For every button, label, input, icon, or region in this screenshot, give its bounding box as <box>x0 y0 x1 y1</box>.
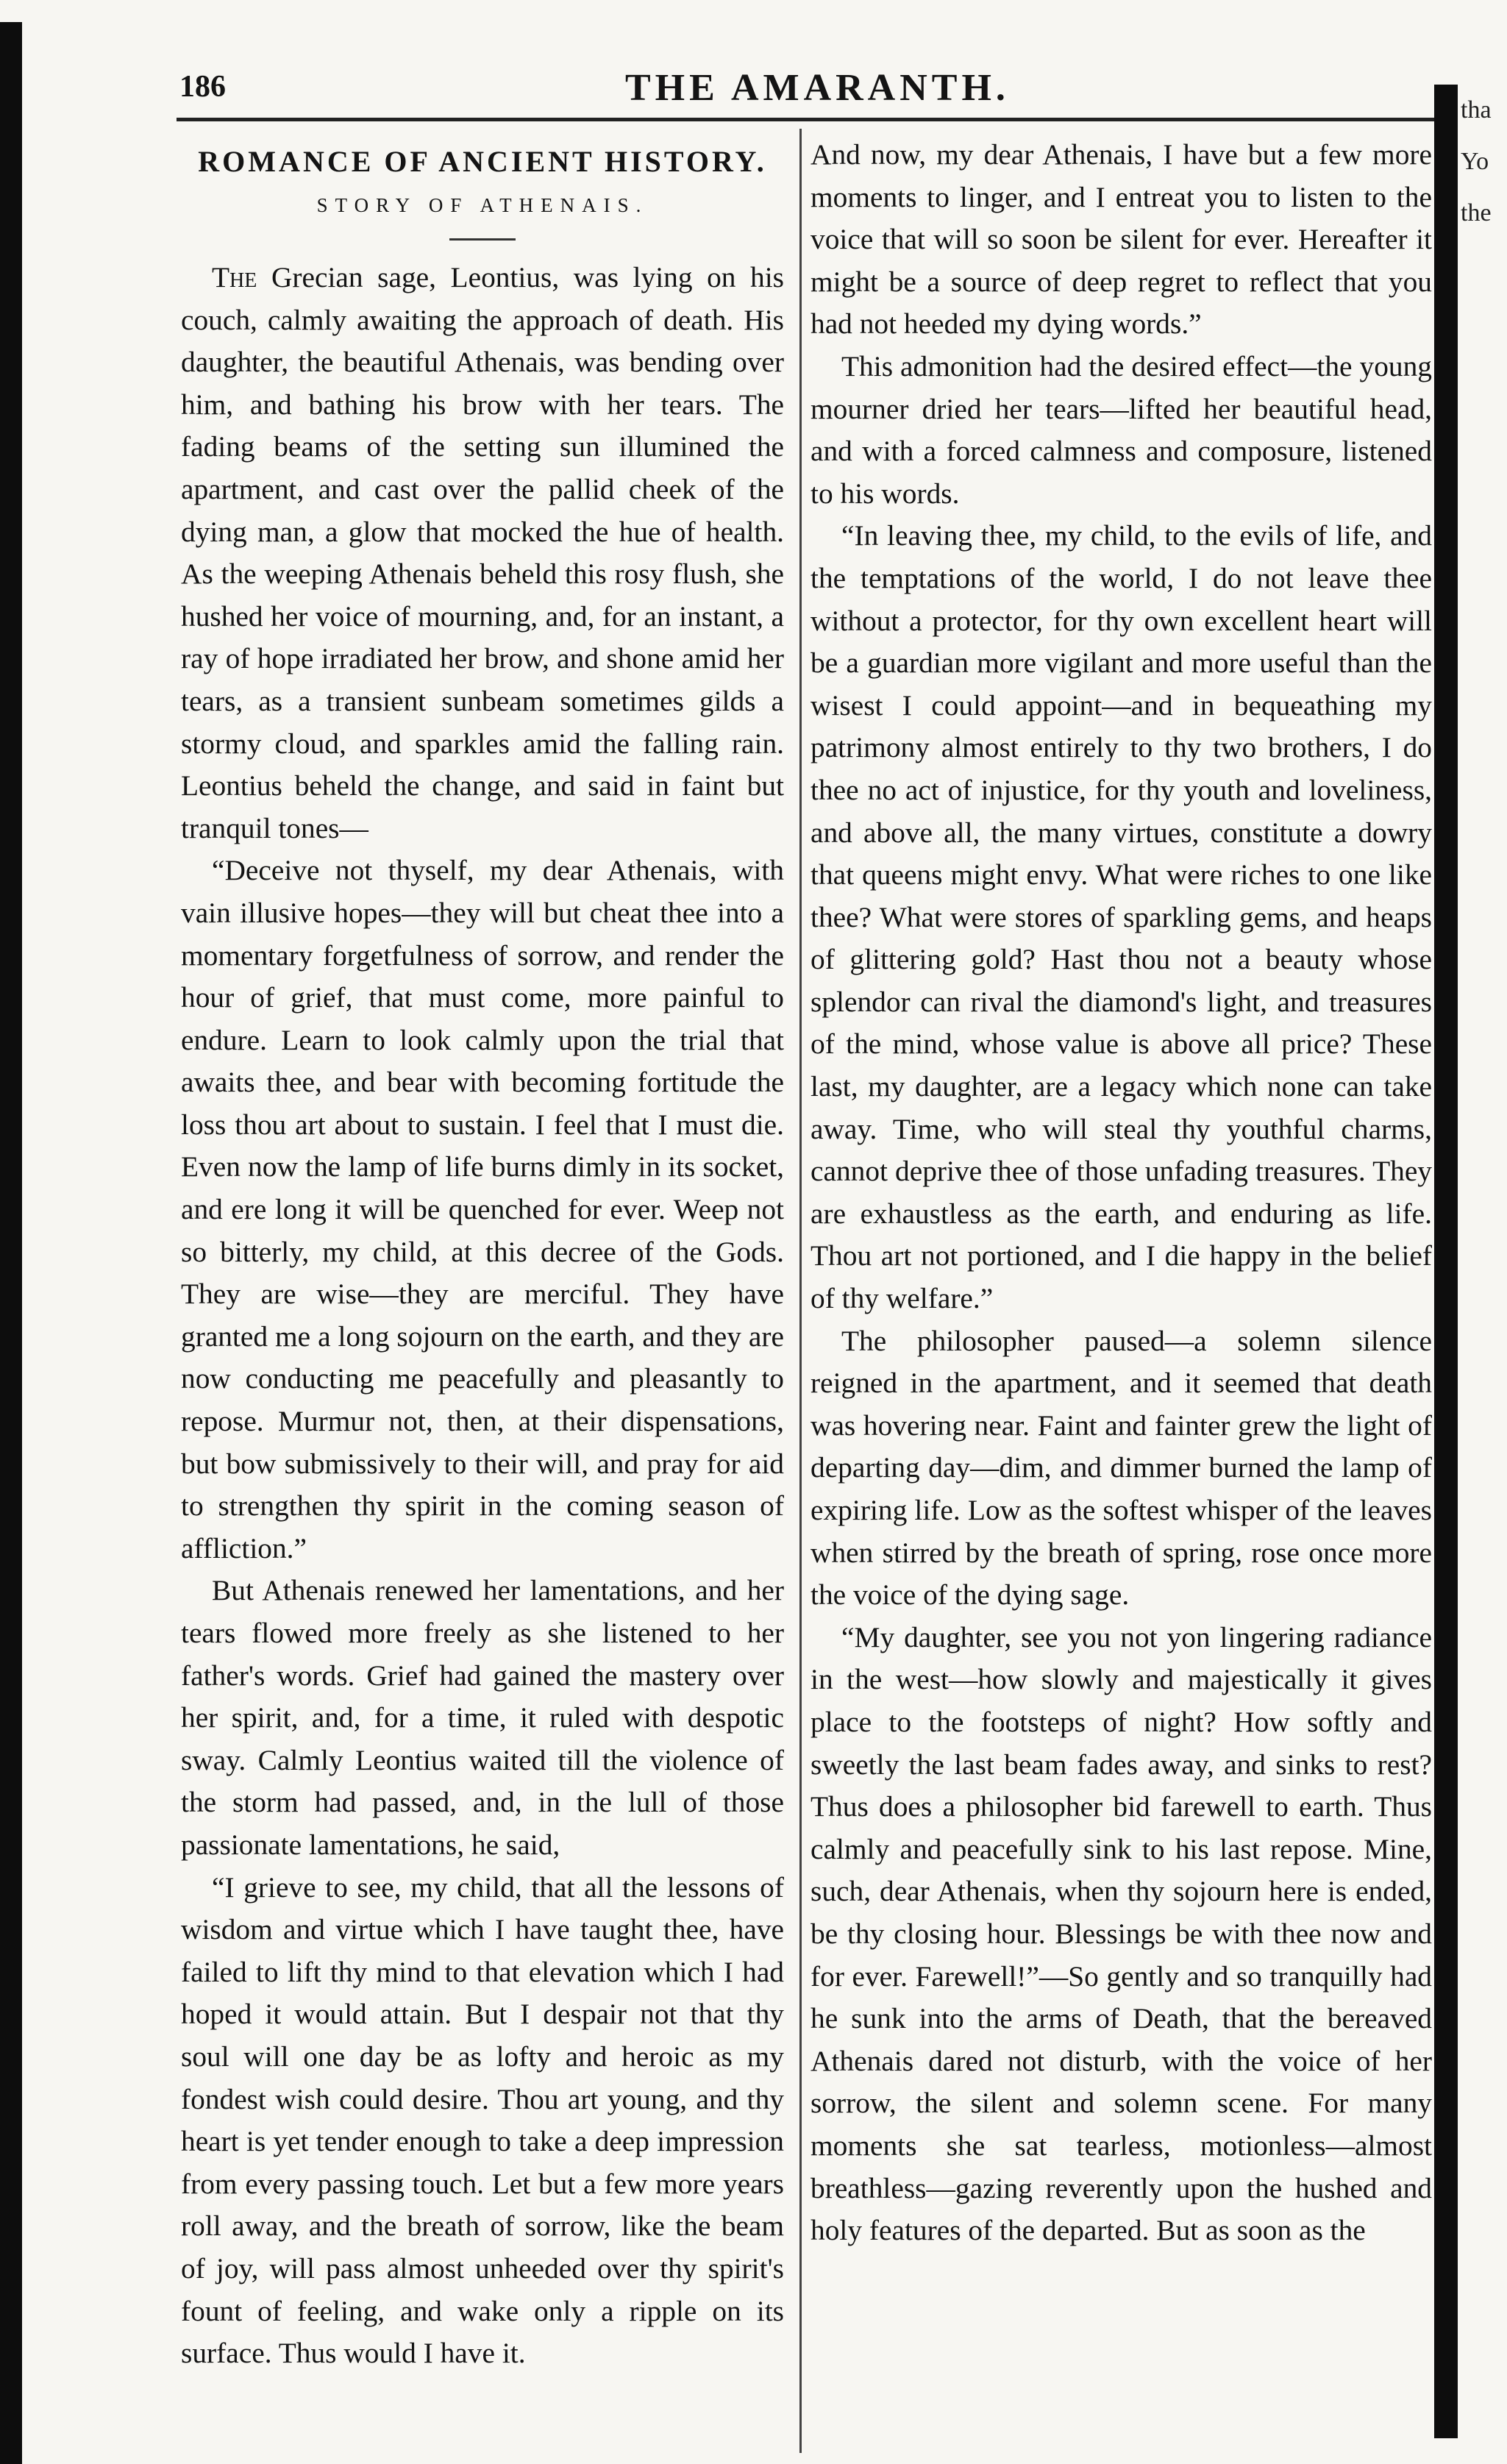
paragraph: “My daughter, see you not yon lingering radiance in the west—how slowly and majestically it gives place to the footsteps of night? How softly and sweetly the last beam fades away, and sinks to rest? Thus does a philosopher bid farewell to earth. Thus calmly and peacefully sink to his last repose. Mine, such, dear Athenais, when thy sojourn here is ended, be thy closing hour. Blessings be with thee now and for ever. Farewell!”—So gently and so tranquilly had he sunk into the arms of Death, that the bereaved Athenais dared not disturb, with the voice of her sorrow, the silent and solemn scene. For many moments she sat tearless, motionless—almost breathless—gazing reverently upon the hushed and holy features of the departed. But as soon as the <box>810 1620 1432 2247</box>
right-column <box>810 134 1432 2454</box>
adjacent-page-edge <box>1458 85 1507 2438</box>
left-column <box>181 134 784 2454</box>
paragraph-text: Grecian sage, Leontius, was lying on his couch, calmly awaiting the approach of death. His daughter, the beautiful Athenais, was bending over him, and bathing his brow with her tears. The fading beams of the setting sun illumined the apartment, and cast over the pallid cheek of the dying man, a glow that mocked the hue of health. As the weeping Athenais beheld this rosy flush, she hushed her voice of mourning, and, for an instant, a ray of hope irradiated her brow, and shone amid her tears, as a transient sunbeam sometimes gilds a stormy cloud, and sparkles amid the falling rain. Leontius beheld the change, and said in faint but tranquil tones— <box>181 261 784 844</box>
edge-fragment: Yo <box>1461 148 1489 175</box>
title-rule <box>449 238 516 241</box>
binding-edge-shadow <box>0 22 22 2464</box>
paragraph: And now, my dear Athenais, I have but a few more moments to linger, and I entreat you to listen to the voice that will so soon be silent for ever. Hereafter it might be a source of deep regret to reflect that you had not heeded my dying words.” <box>810 138 1432 341</box>
article-title: ROMANCE OF ANCIENT HISTORY. <box>198 145 767 178</box>
running-head: THE AMARANTH. <box>625 67 1010 109</box>
paragraph: But Athenais renewed her lamentations, and her tears flowed more freely as she listened to her father's words. Grief had gained the mastery over her spirit, and, for a time, it ruled with despotic sway. Calmly Leontius waited till the violence of the storm had passed, and, in the lull of those passionate lamentations, he said, <box>181 1574 784 1861</box>
paragraph: “In leaving thee, my child, to the evils of life, and the temptations of the world, I do not leave thee without a protector, for thy own excellent heart will be a guardian more vigilant and more useful than the wisest I could appoint—and in bequeathing my patrimony almost entirely to thy two brothers, I do thee no act of injustice, for thy youth and loveliness, and above all, the many virtues, constitute a dowry that queens might envy. What were riches to one like thee? What were stores of sparkling gems, and heaps of glittering gold? Hast thou not a beauty whose splendor can rival the diamond's light, and treasures of the mind, whose value is above all price? These last, my daughter, are a legacy which none can take away. Time, who will steal thy youthful charms, cannot deprive thee of those unfading treasures. They are exhaustless as the earth, and enduring as life. Thou art not portioned, and I die happy in the belief of thy welfare.” <box>810 519 1432 1315</box>
page-gutter-shadow <box>1434 85 1458 2438</box>
paragraph: “I grieve to see, my child, that all the lessons of wisdom and virtue which I have taught thee, have failed to lift thy mind to that elevation which I had hoped it would attain. But I despair not that thy soul will one day be as lofty and heroic as my fondest wish could desire. Thou art young, and thy heart is yet tender enough to take a deep impression from every passing touch. Let but a few more years roll away, and the breath of sorrow, like the beam of joy, will pass almost unheeded over thy spirit's fount of feeling, and wake only a ripple on its surface. Thus would I have it. <box>181 1870 784 2370</box>
edge-fragment: tha <box>1461 96 1492 124</box>
header-rule <box>177 118 1434 121</box>
paragraph: This admonition had the desired effect—the young mourner dried her tears—lifted her beautiful head, and with a forced calmness and composure, listened to his words. <box>810 349 1432 510</box>
paragraph: “Deceive not thyself, my dear Athenais, with vain illusive hopes—they will but cheat thee into a momentary forgetfulness of sorrow, and render the hour of grief, that must come, more painful to endure. Learn to look calmly upon the trial that awaits thee, and bear with becoming fortitude the loss thou art about to sustain. I feel that I must die. Even now the lamp of life burns dimly in its socket, and ere long it will be quenched for ever. Weep not so bitterly, my child, at this decree of the Gods. They are wise—they are merciful. They have granted me a long sojourn on the earth, and they are now conducting me peacefully and pleasantly to repose. Murmur not, then, at their dispensations, but bow submissively to their will, and pray for aid to strengthen thy spirit in the coming season of affliction.” <box>181 854 784 1564</box>
lead-word: The <box>212 261 257 293</box>
paragraph <box>181 257 784 850</box>
article-subtitle: STORY OF ATHENAIS. <box>316 194 649 216</box>
column-rule <box>799 129 802 2453</box>
edge-fragment: the <box>1461 199 1492 227</box>
page-number: 186 <box>179 70 226 104</box>
paragraph: The philosopher paused—a solemn silence reigned in the apartment, and it seemed that death was hovering near. Faint and fainter grew the light of departing day—dim, and dimmer burned the lamp of expiring life. Low as the softest whisper of the leaves when stirred by the breath of spring, rose once more the voice of the dying sage. <box>810 1324 1432 1612</box>
